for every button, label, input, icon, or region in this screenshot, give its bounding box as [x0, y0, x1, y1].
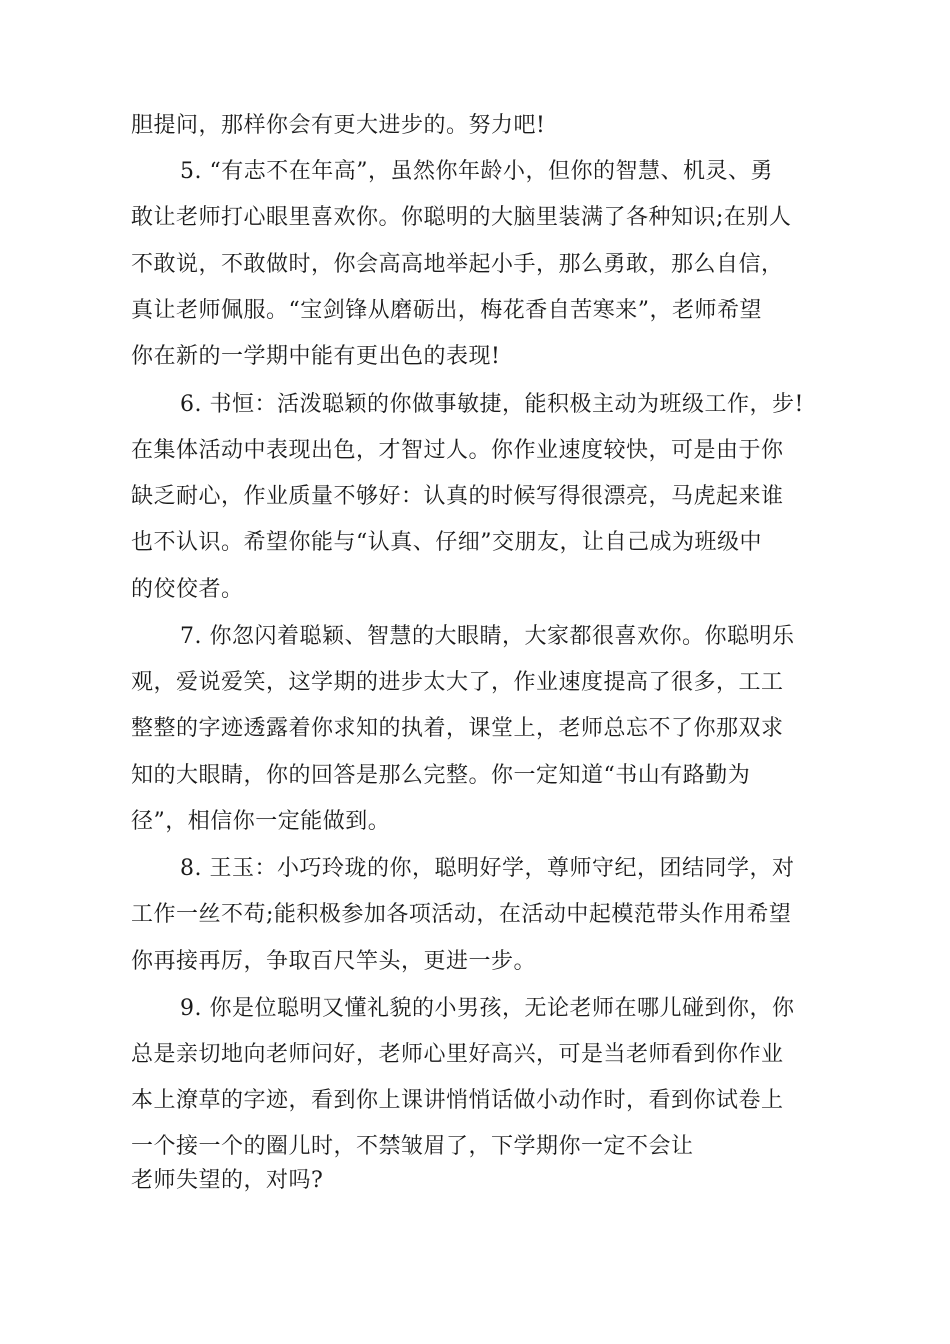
text-line: 敢让老师打心眼里喜欢你。你聪明的大脑里装满了各种知识;在别人	[131, 205, 792, 230]
text-line: 缺乏耐心，作业质量不够好：认真的时候写得很漂亮，马虎起来谁	[131, 484, 784, 509]
text-line: 观，爱说爱笑，这学期的进步太大了，作业速度提高了很多，工工	[131, 670, 784, 695]
text-line: 的佼佼者。	[131, 577, 244, 602]
text-line: 在集体活动中表现出色，才智过人。你作业速度较快，可是由于你	[131, 438, 784, 463]
text-line: 径”，相信你一定能做到。	[131, 809, 391, 834]
text-line: 真让老师佩服。“宝剑锋从磨砺出，梅花香自苦寒来”，老师希望	[131, 298, 762, 323]
text-line: 整整的字迹透露着你求知的执着，课堂上，老师总忘不了你那双求	[131, 716, 784, 741]
text-line: 知的大眼睛，你的回答是那么完整。你一定知道“书山有路勤为	[131, 763, 751, 788]
text-line: 一个接一个的圈儿时，不禁皱眉了，下学期你一定不会让	[131, 1134, 694, 1159]
text-line-item-6-start: 6. 书恒：活泼聪颖的你做事敏捷，能积极主动为班级工作，步!	[180, 392, 804, 417]
text-line: 也不认识。希望你能与“认真、仔细”交朋友，让自己成为班级中	[131, 530, 762, 555]
text-line: 总是亲切地向老师问好，老师心里好高兴，可是当老师看到你作业	[131, 1042, 784, 1067]
text-line-item-5-start: 5. “有志不在年高”，虽然你年龄小，但你的智慧、机灵、勇	[180, 159, 773, 184]
text-line: 工作一丝不苟;能积极参加各项活动，在活动中起模范带头作用希望	[131, 902, 792, 927]
text-line-item-8-start: 8. 王玉：小巧玲珑的你，聪明好学，尊师守纪，团结同学，对	[180, 856, 795, 881]
text-line: 你在新的一学期中能有更出色的表现!	[131, 344, 501, 369]
text-line: 胆提问，那样你会有更大进步的。努力吧!	[131, 113, 546, 138]
text-line: 不敢说，不敢做时，你会高高地举起小手，那么勇敢，那么自信，	[131, 252, 784, 277]
text-line: 本上潦草的字迹，看到你上课讲悄悄话做小动作时，看到你试卷上	[131, 1088, 784, 1113]
text-line-item-7-start: 7. 你忽闪着聪颖、智慧的大眼睛，大家都很喜欢你。你聪明乐	[180, 624, 795, 649]
text-line: 老师失望的，对吗?	[131, 1168, 324, 1193]
text-line: 你再接再厉，争取百尺竿头，更进一步。	[131, 949, 537, 974]
text-line-item-9-start: 9. 你是位聪明又懂礼貌的小男孩，无论老师在哪儿碰到你，你	[180, 996, 795, 1021]
